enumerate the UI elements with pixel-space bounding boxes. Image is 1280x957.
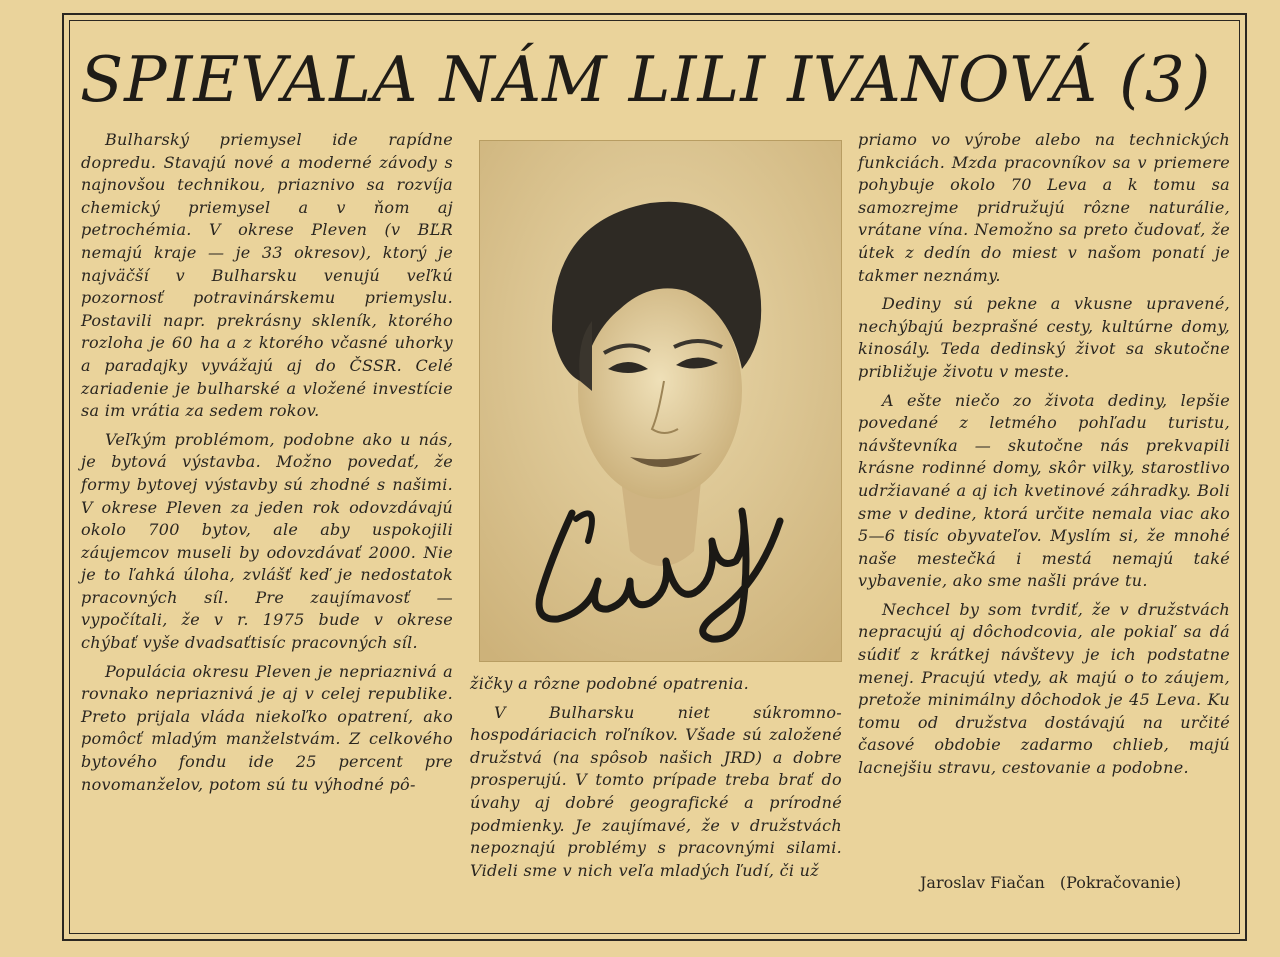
paragraph: Dediny sú pekne a vkusne upravené, nechýbajú bezprašné cesty, kultúrne domy, kinosály. Teda dedinský život sa skutočne približuje životu v meste. — [858, 294, 1230, 381]
article-headline: SPIEVALA NÁM LILI IVANOVÁ (3) — [80, 43, 1212, 116]
text-column-3 — [858, 129, 1230, 780]
author-name: Jaroslav Fiačan — [920, 873, 1045, 892]
byline — [920, 872, 1230, 894]
paragraph: Veľkým problémom, podobne ako u nás, je bytová výstavba. Možno povedať, že formy bytovej výstavby sú zhodné s našimi. V okrese Pleven za jeden rok odovzdávajú okolo 700 bytov, ale aby uspokojili záujemcov museli by odovzdávať 2000. Nie je to ľahká úloha, zvlášť keď je nedostatok pracovných síl. Pre zaujímavosť — vypočítali, že v r. 1975 bude v okrese chýbať vyše dvadsaťtisíc pracovných síl. — [81, 429, 453, 653]
paragraph: Bulharský priemysel ide rapídne dopredu. Stavajú nové a moderné závody s najnovšou technikou, priaznivo sa rozvíja chemický priemysel a v ňom aj petrochémia. V okrese Pleven (v BĽR nemajú kraje — je 33 okresov), ktorý je najväčší v Bulharsku venujú veľkú pozornosť potravinárskemu priemyslu. Postavili napr. prekrásny skleník, ktorého rozloha je 60 ha a z ktorého včasné uhorky a paradajky vyvážajú aj do ČSSR. Celé zariadenie je bulharské a vložené investície sa im vrátia za sedem rokov. — [81, 130, 453, 421]
text-column-2 — [470, 673, 842, 882]
portrait-photo — [479, 140, 842, 662]
paragraph: žičky a rôzne podobné opatrenia. — [470, 674, 749, 693]
paragraph: A ešte niečo zo života dediny, lepšie povedané z letmého pohľadu turistu, návštevníka — skutočne nás prekvapili krásne rodinné domy, skôr vilky, starostlivo udržiavané a aj ich kvetinové záhradky. Boli sme v dedine, ktorá určite nemala viac ako 5—6 tisíc obyvateľov. Myslím si, že mnohé naše mestečká i mestá nemajú také vybavenie, ako sme našli práve tu. — [858, 390, 1230, 591]
paragraph: Nechcel by som tvrdiť, že v družstvách nepracujú aj dôchodcovia, ale pokiaľ sa dá súdiť z krátkej návštevy je ich podstatne menej. Pracujú vtedy, ak majú o to záujem, pretože minimálny dôchodok je 45 Leva. Ku tomu od družstva dostávajú na určité časové obdobie zadarmo chlieb, majú lacnejšiu stravu, cestovanie a podobne. — [858, 599, 1230, 778]
continuation-note: (Pokračovanie) — [1059, 873, 1182, 892]
paragraph: V Bulharsku niet súkromno-hospodáriacich roľníkov. Všade sú založené družstvá (na spôsob našich JRD) a dobre prosperujú. V tomto prípade treba brať do úvahy aj dobré geografické a prírodné podmienky. Je zaujímavé, že v družstvách nepoznajú problémy s pracovnými silami. Videli sme v nich veľa mladých ľudí, či už — [470, 702, 842, 880]
portrait-illustration — [480, 141, 842, 662]
paragraph: Populácia okresu Pleven je nepriaznivá a rovnako nepriaznivá je aj v celej republike. Preto prijala vláda niekoľko opatrení, ako pomôcť mladým manželstvám. Z celkového bytového fondu ide 25 percent pre novomanželov, potom sú tu výhodné pô- — [81, 661, 453, 794]
text-column-1 — [81, 129, 453, 796]
paragraph: priamo vo výrobe alebo na technických funkciách. Mzda pracovníkov sa v priemere pohybuje okolo 70 Leva a k tomu sa samozrejme pridružujú rôzne naturálie, vrátane vína. Nemožno sa preto čudovať, že útek z dedín do miest v našom ponatí je takmer neznámy. — [858, 130, 1230, 285]
